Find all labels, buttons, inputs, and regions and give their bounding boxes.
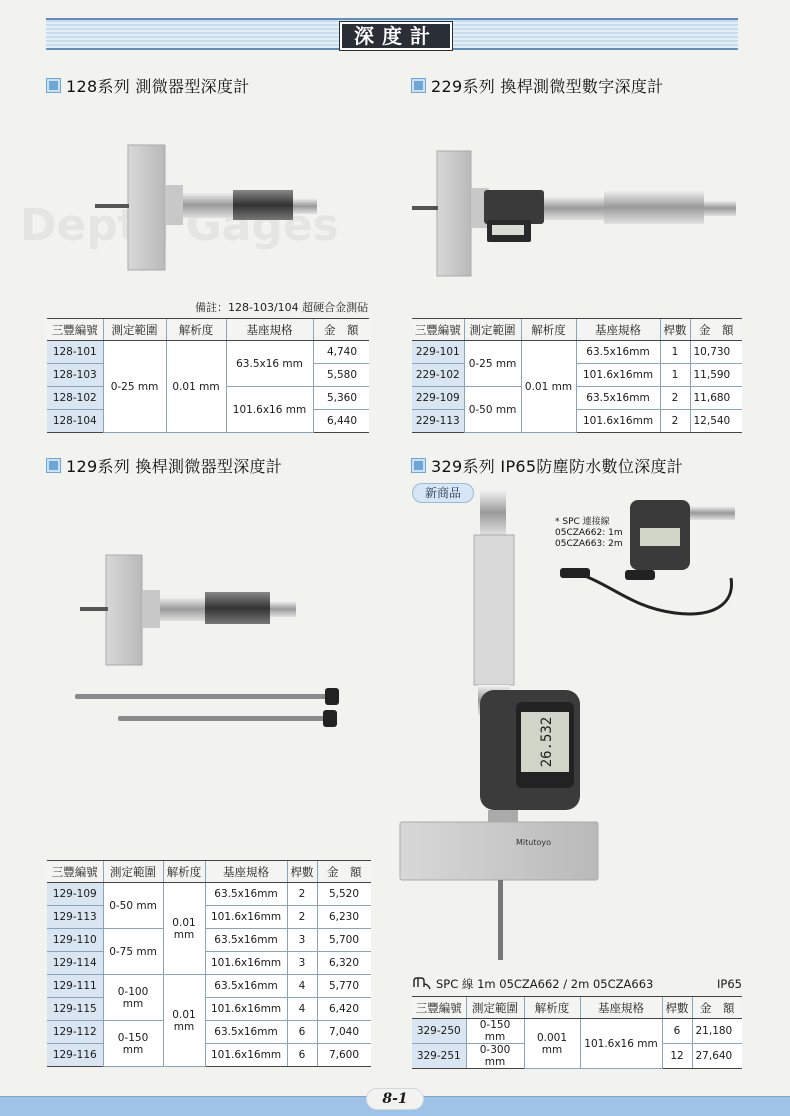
display-reading: 26.532 <box>539 716 555 768</box>
column-header: 測定範圍 <box>103 319 166 341</box>
price-cell: 5,520 <box>317 883 371 906</box>
rods-cell: 1 <box>660 341 690 364</box>
column-header: 基座規格 <box>576 319 660 341</box>
table-row <box>47 998 371 1021</box>
base-cell: 101.6x16 mm <box>580 1019 662 1069</box>
base-cell: 101.6x16mm <box>205 952 287 975</box>
model-cell: 128-101 <box>47 341 103 364</box>
price-cell: 11,680 <box>690 387 742 410</box>
price-cell: 5,770 <box>317 975 371 998</box>
table-row <box>47 341 369 364</box>
spec-table-128 <box>47 318 369 433</box>
base-cell: 63.5x16mm <box>205 975 287 998</box>
model-cell: 128-104 <box>47 410 103 433</box>
table-row <box>412 1019 742 1044</box>
section-title-129: 129系列 換桿測微器型深度計 <box>47 454 282 477</box>
rods-cell: 1 <box>660 364 690 387</box>
base-cell: 63.5x16mm <box>205 1021 287 1044</box>
spc-cable-label: * SPC 連接線 05CZA662: 1m 05CZA663: 2m <box>555 517 623 549</box>
price-cell: 5,360 <box>313 387 369 410</box>
rods-cell: 12 <box>662 1044 692 1069</box>
column-header: 測定範圍 <box>466 997 524 1019</box>
rods-cell: 3 <box>287 952 317 975</box>
model-cell: 128-103 <box>47 364 103 387</box>
rods-cell: 2 <box>287 906 317 929</box>
spec-table-329 <box>412 996 742 1069</box>
column-header: 三豐編號 <box>47 861 103 883</box>
square-bullet-icon <box>412 459 425 472</box>
table-row <box>47 883 371 906</box>
note-128: 備註：128-103/104 超硬合金測砧 <box>195 301 369 314</box>
column-header: 金 額 <box>692 997 742 1019</box>
column-header: 三豐編號 <box>412 319 464 341</box>
table-row <box>47 929 371 952</box>
range-cell: 0-50 mm <box>464 387 521 433</box>
base-cell: 101.6x16mm <box>205 1044 287 1067</box>
product-photo-129 <box>70 550 350 740</box>
column-header: 解析度 <box>521 319 576 341</box>
column-header: 桿數 <box>287 861 317 883</box>
rods-cell: 2 <box>660 387 690 410</box>
price-cell: 10,730 <box>690 341 742 364</box>
price-cell: 5,700 <box>317 929 371 952</box>
model-cell: 129-115 <box>47 998 103 1021</box>
spc-cable-icon <box>412 977 432 991</box>
section-title-329: 329系列 IP65防塵防水數位深度計 <box>412 454 683 477</box>
table-row <box>412 410 742 433</box>
price-cell: 7,040 <box>317 1021 371 1044</box>
rods-cell: 4 <box>287 975 317 998</box>
model-cell: 129-111 <box>47 975 103 998</box>
resolution-unit-cell: mm <box>163 929 205 975</box>
base-cell: 101.6x16 mm <box>226 387 313 433</box>
model-cell: 229-102 <box>412 364 464 387</box>
price-cell: 12,540 <box>690 410 742 433</box>
model-cell: 128-102 <box>47 387 103 410</box>
base-cell: 63.5x16mm <box>205 883 287 906</box>
table-row <box>47 975 371 998</box>
model-cell: 129-112 <box>47 1021 103 1044</box>
base-cell: 63.5x16mm <box>576 341 660 364</box>
model-cell: 129-109 <box>47 883 103 906</box>
model-cell: 329-251 <box>412 1044 466 1069</box>
base-cell: 101.6x16mm <box>205 998 287 1021</box>
base-cell: 101.6x16mm <box>576 364 660 387</box>
page-title: 深度計 <box>340 22 452 50</box>
column-header: 基座規格 <box>205 861 287 883</box>
range-cell: 0-25 mm <box>103 341 166 433</box>
column-header: 金 額 <box>317 861 371 883</box>
base-cell: 101.6x16mm <box>576 410 660 433</box>
column-header: 三豐編號 <box>47 319 103 341</box>
spc-line-info: SPC 線 1m 05CZA662 / 2m 05CZA663 IP65 <box>412 976 742 992</box>
range-cell: 0-75 mm <box>103 929 163 975</box>
table-row <box>412 387 742 410</box>
resolution-cell: 0.001 mm <box>524 1019 580 1069</box>
table-row <box>47 1044 371 1067</box>
model-cell: 229-101 <box>412 341 464 364</box>
price-cell: 21,180 <box>692 1019 742 1044</box>
section-title-128: 128系列 測微器型深度計 <box>47 74 250 97</box>
model-cell: 129-113 <box>47 906 103 929</box>
product-photo-128 <box>95 140 325 275</box>
model-cell: 129-110 <box>47 929 103 952</box>
square-bullet-icon <box>412 79 425 92</box>
price-cell: 7,600 <box>317 1044 371 1067</box>
model-cell: 229-109 <box>412 387 464 410</box>
column-header: 測定範圍 <box>464 319 521 341</box>
resolution-value-cell: 0.01 <box>163 883 205 929</box>
table-row <box>412 341 742 364</box>
spec-table-229 <box>412 318 742 433</box>
resolution-cell: 0.01 mm <box>521 341 576 433</box>
column-header: 基座規格 <box>580 997 662 1019</box>
range-cell: 0-150 mm <box>466 1019 524 1044</box>
price-cell: 5,580 <box>313 364 369 387</box>
price-cell: 11,590 <box>690 364 742 387</box>
model-cell: 229-113 <box>412 410 464 433</box>
price-cell: 6,320 <box>317 952 371 975</box>
new-product-badge: 新商品 <box>412 483 474 503</box>
brand-label: Mitutoyo <box>516 838 551 847</box>
table-row <box>47 1021 371 1044</box>
column-header: 金 額 <box>313 319 369 341</box>
price-cell: 6,420 <box>317 998 371 1021</box>
product-photo-229 <box>412 148 742 280</box>
section-title-229: 229系列 換桿測微型數字深度計 <box>412 74 663 97</box>
column-header: 桿數 <box>660 319 690 341</box>
price-cell: 4,740 <box>313 341 369 364</box>
range-cell: 0-150 mm <box>103 1021 163 1067</box>
rods-cell: 6 <box>287 1044 317 1067</box>
column-header: 基座規格 <box>226 319 313 341</box>
resolution-value-cell: 0.01 <box>163 975 205 1021</box>
column-header: 三豐編號 <box>412 997 466 1019</box>
rods-cell: 6 <box>287 1021 317 1044</box>
rods-cell: 2 <box>287 883 317 906</box>
table-row <box>47 906 371 929</box>
column-header: 金 額 <box>690 319 742 341</box>
range-cell: 0-50 mm <box>103 883 163 929</box>
price-cell: 6,230 <box>317 906 371 929</box>
square-bullet-icon <box>47 459 60 472</box>
column-header: 解析度 <box>524 997 580 1019</box>
range-cell: 0-100 mm <box>103 975 163 1021</box>
range-cell: 0-300 mm <box>466 1044 524 1069</box>
square-bullet-icon <box>47 79 60 92</box>
base-cell: 63.5x16 mm <box>226 341 313 387</box>
column-header: 測定範圍 <box>103 861 163 883</box>
column-header: 桿數 <box>662 997 692 1019</box>
table-row <box>47 952 371 975</box>
table-row <box>412 364 742 387</box>
model-cell: 129-116 <box>47 1044 103 1067</box>
range-cell: 0-25 mm <box>464 341 521 387</box>
resolution-cell: 0.01 mm <box>166 341 226 433</box>
model-cell: 329-250 <box>412 1019 466 1044</box>
base-cell: 63.5x16mm <box>576 387 660 410</box>
spec-table-129 <box>47 860 371 1067</box>
column-header: 解析度 <box>166 319 226 341</box>
base-cell: 63.5x16mm <box>205 929 287 952</box>
price-cell: 27,640 <box>692 1044 742 1069</box>
column-header: 解析度 <box>163 861 205 883</box>
price-cell: 6,440 <box>313 410 369 433</box>
rods-cell: 2 <box>660 410 690 433</box>
background-watermark: Depth Gages <box>20 200 339 251</box>
model-cell: 129-114 <box>47 952 103 975</box>
rods-cell: 6 <box>662 1019 692 1044</box>
page-number: 8-1 <box>366 1088 424 1110</box>
rods-cell: 4 <box>287 998 317 1021</box>
rods-cell: 3 <box>287 929 317 952</box>
base-cell: 101.6x16mm <box>205 906 287 929</box>
resolution-unit-cell: mm <box>163 1021 205 1067</box>
